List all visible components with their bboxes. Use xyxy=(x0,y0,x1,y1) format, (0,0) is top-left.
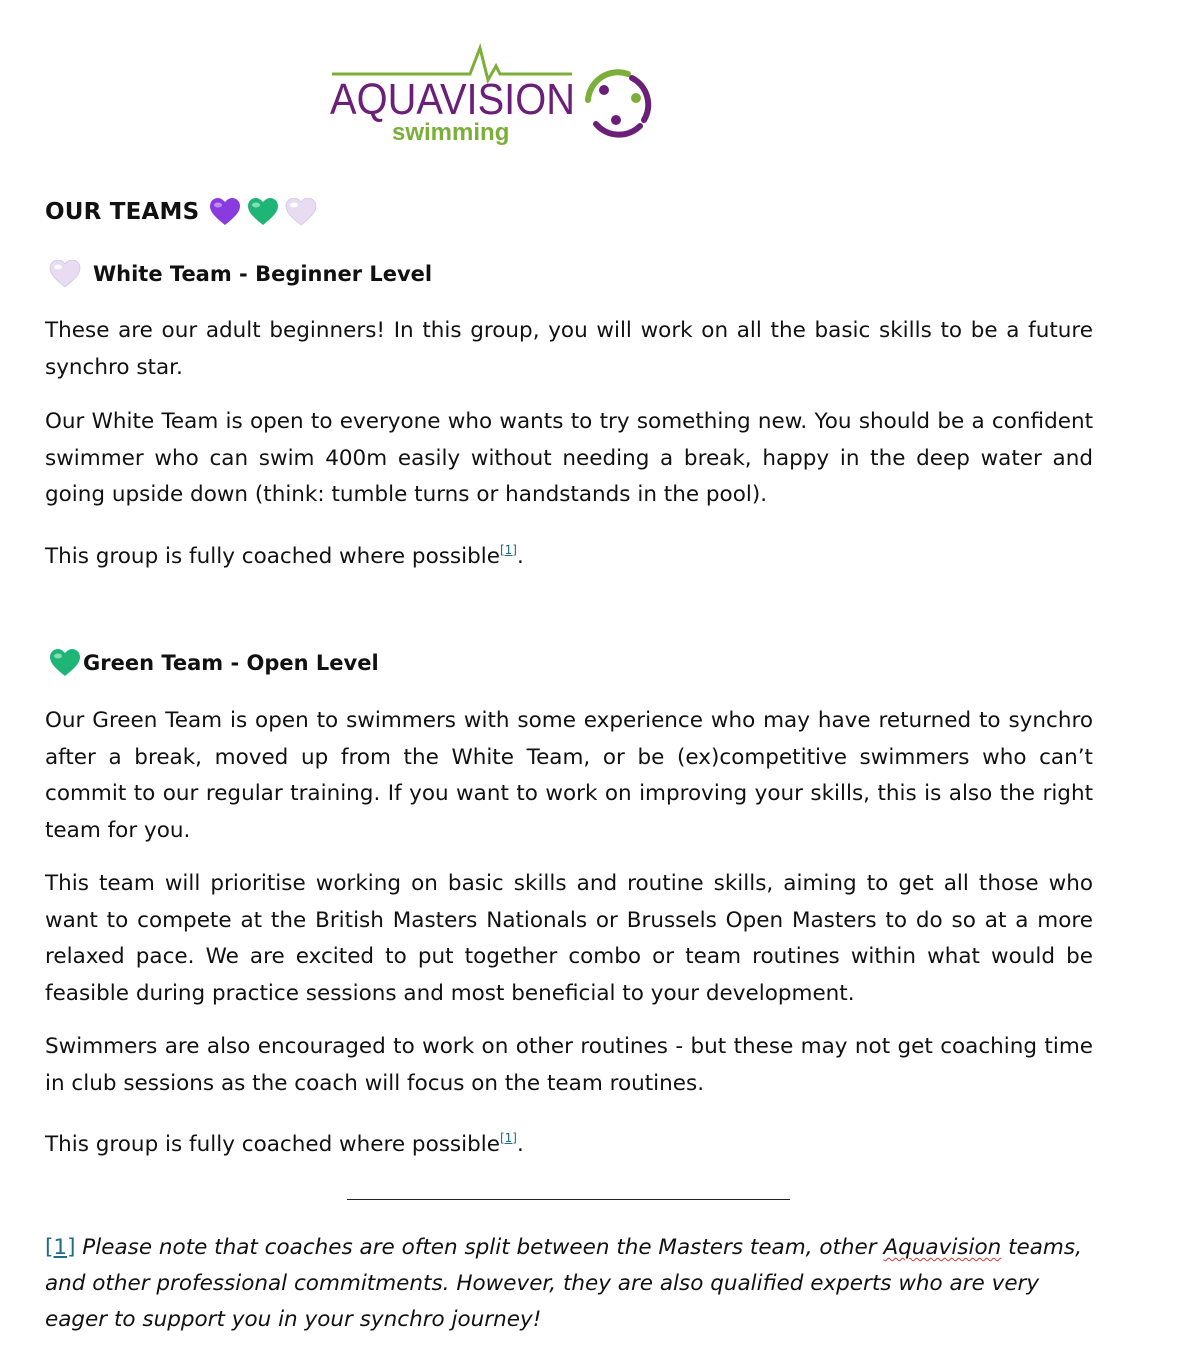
footnote-separator xyxy=(347,1199,790,1200)
footnote-mark-link[interactable]: [1] xyxy=(45,1235,76,1260)
footnote-reference-link[interactable]: [1] xyxy=(499,543,517,557)
purple-heart-icon xyxy=(209,198,241,226)
green-team-heading-text: Green Team - Open Level xyxy=(83,651,379,675)
white-team-heading-text: White Team - Beginner Level xyxy=(93,262,433,286)
green-team-coaching-note: This group is fully coached where possible[1]. xyxy=(45,1131,524,1157)
white-heart-icon xyxy=(285,198,317,226)
white-team-coaching-note: This group is fully coached where possible[1]. xyxy=(45,543,524,569)
white-team-requirements: Our White Team is open to everyone who wants to try something new. You should be a confident swimmer who can swim 400m easily without needing a break, happy in the deep water and going upside down (think: tumble turns or handstands in the pool). xyxy=(45,409,1093,507)
green-heart-icon xyxy=(247,198,279,226)
page-title xyxy=(45,198,317,226)
green-team-heading xyxy=(45,649,379,677)
footnote-reference-link[interactable]: [1] xyxy=(499,1131,517,1145)
white-team-heading xyxy=(45,260,432,288)
white-heart-icon xyxy=(49,260,81,288)
spellcheck-flagged-word: Aquavision xyxy=(883,1235,1002,1260)
logo-brand-text: AQUAVISION xyxy=(330,75,575,124)
title-text: OUR TEAMS xyxy=(45,199,200,225)
green-team-other-routines: Swimmers are also encouraged to work on other routines - but these may not get coaching time in club sessions as the coach will focus on the team routines. xyxy=(45,1034,1093,1096)
white-team-intro: These are our adult beginners! In this group, you will work on all the basic skills to be a future synchro star. xyxy=(45,318,1093,380)
green-team-focus: This team will prioritise working on basic skills and routine skills, aiming to get all those who want to compete at the British Masters Nationals or Brussels Open Masters to do so at a more relaxed pace. We are excited to put together combo or team routines within what would be feasible during practice sessions and most beneficial to your development. xyxy=(45,871,1093,1006)
green-team-intro: Our Green Team is open to swimmers with some experience who may have returned to synchro after a break, moved up from the White Team, or be (ex)competitive swimmers who can’t commit to our regular training. If you want to work on improving your skills, this is also the right team for you. xyxy=(45,708,1093,843)
aquavision-logo xyxy=(330,40,660,152)
footnote: [1] Please note that coaches are often split between the Masters team, other Aquavision teams, and other professional commitments. However, they are also qualified experts who are very eager to support you in your synchro journey! xyxy=(45,1235,1082,1332)
logo-tagline-text: swimming xyxy=(392,119,510,146)
green-heart-icon xyxy=(49,649,81,677)
